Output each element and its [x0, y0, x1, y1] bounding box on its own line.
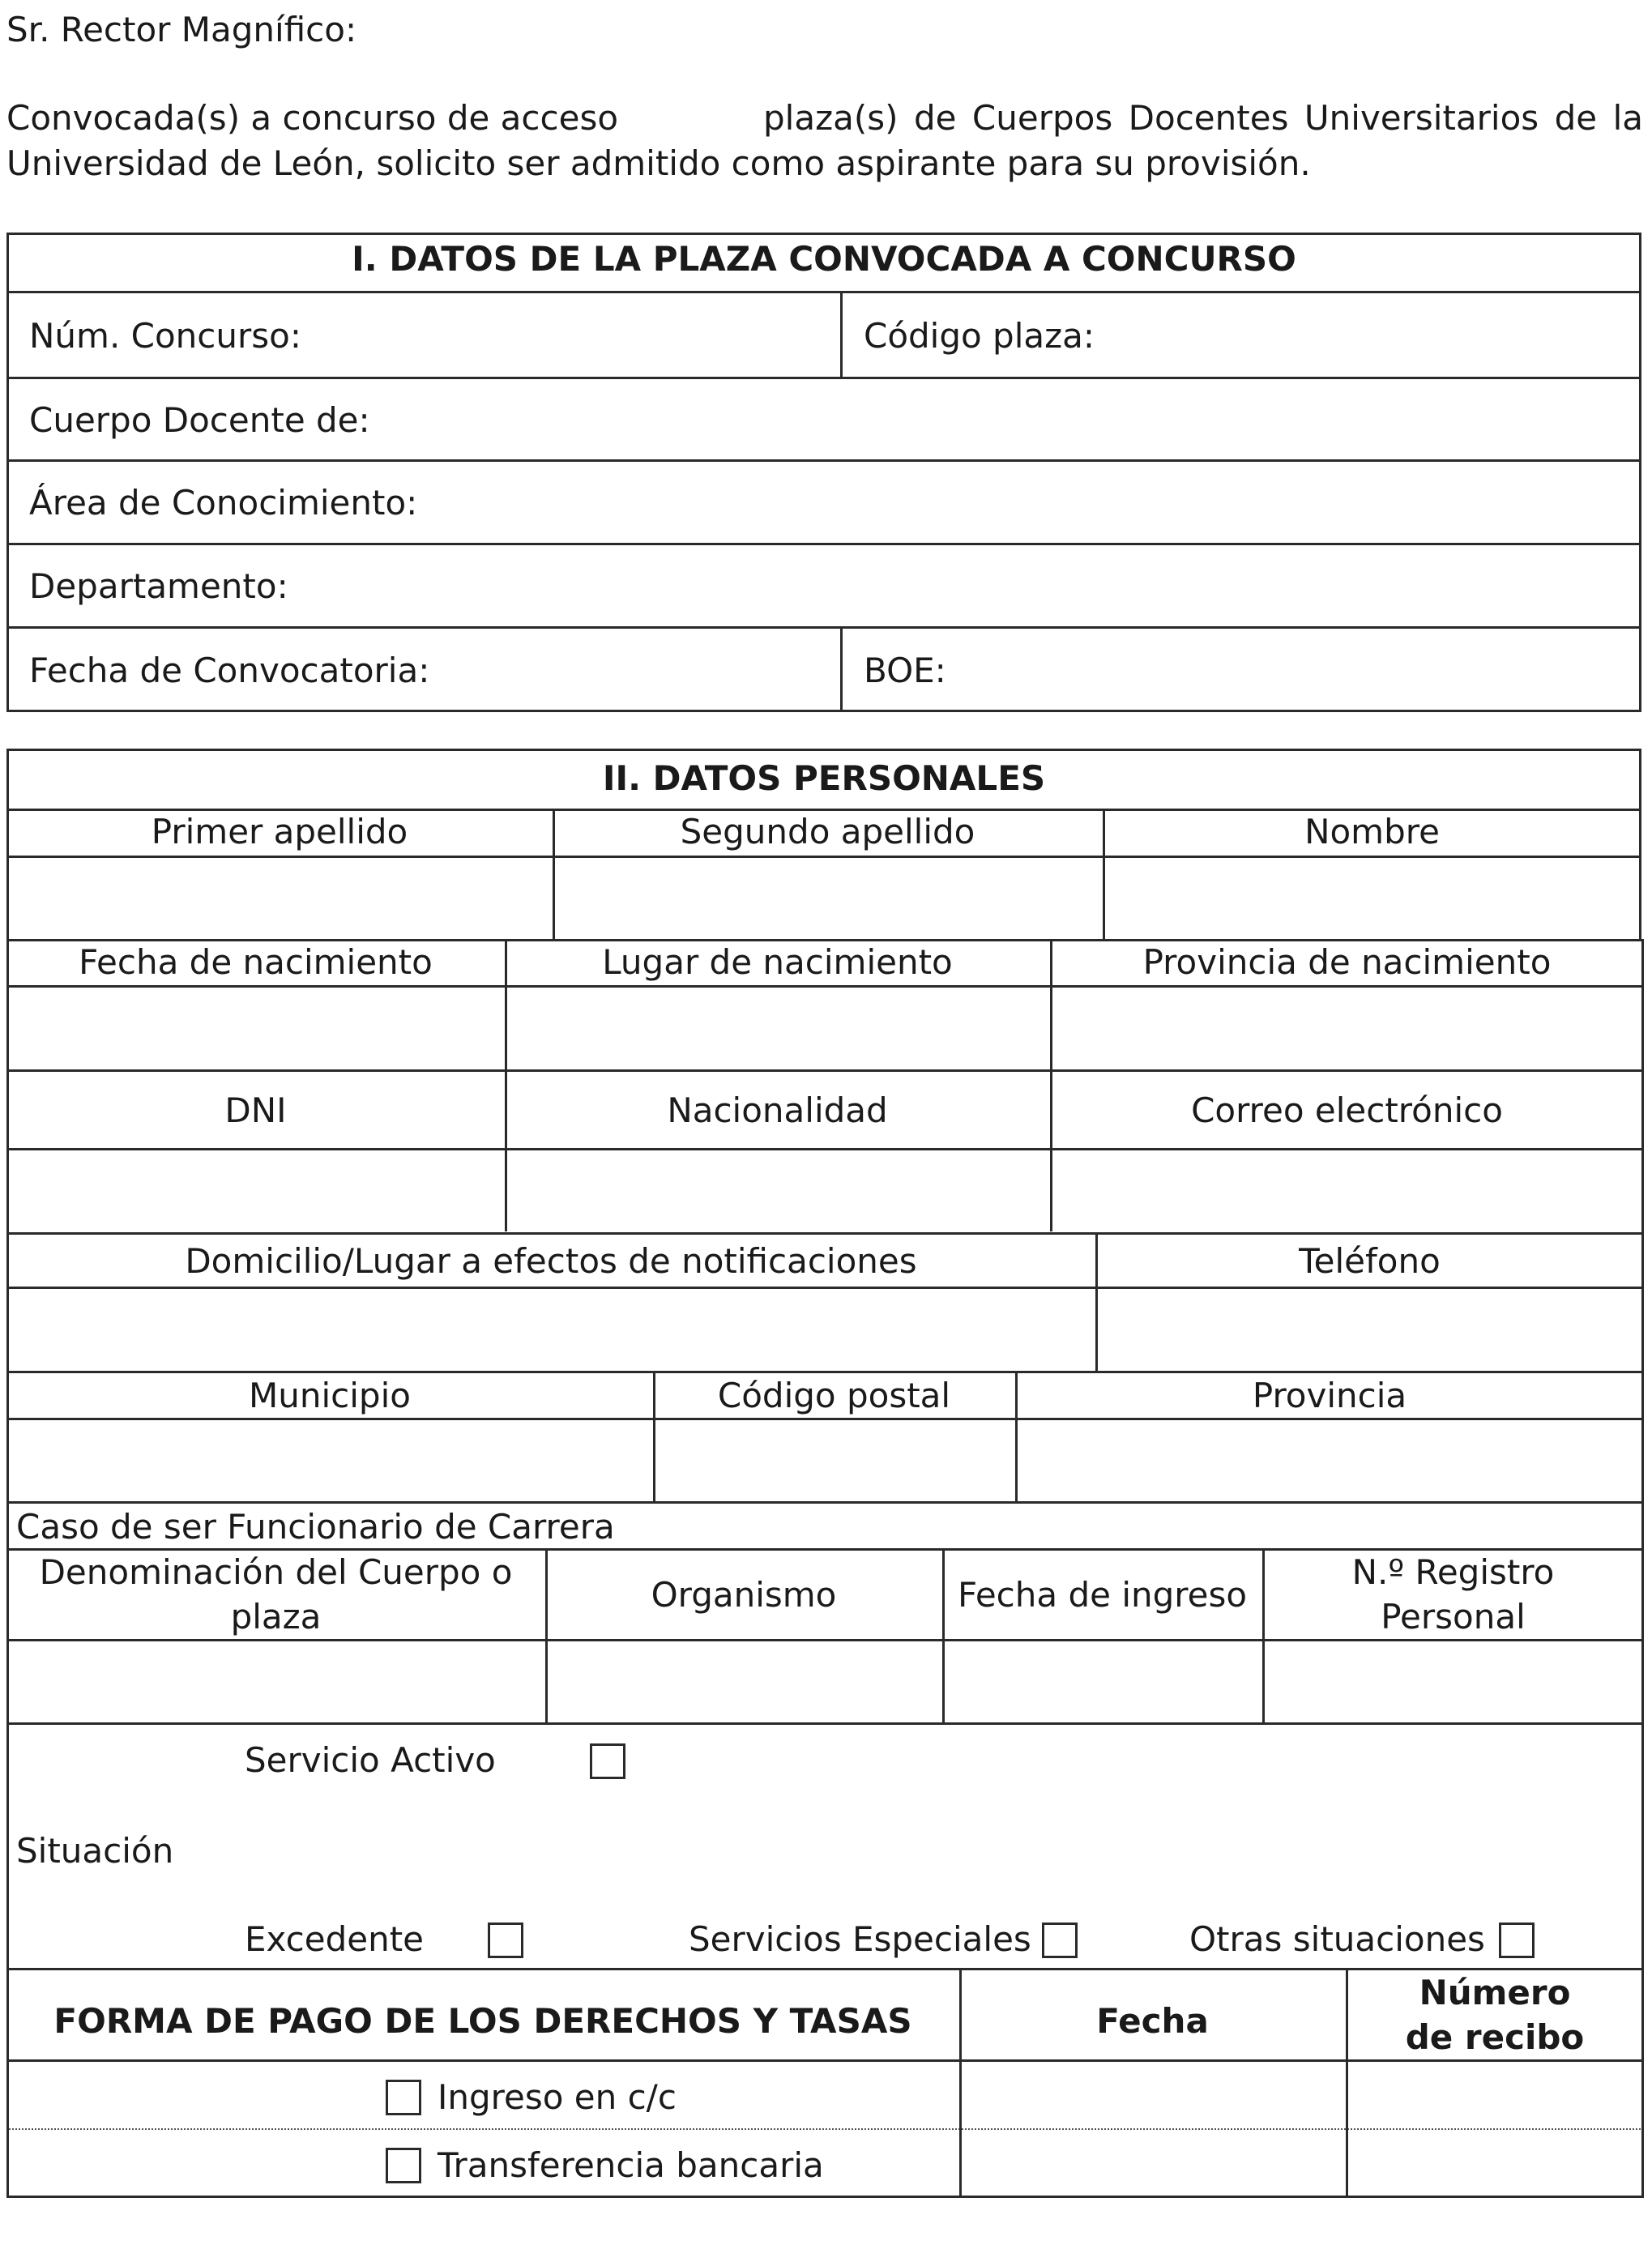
primer-apellido-header: Primer apellido [151, 812, 408, 851]
servicios-especiales-label: Servicios Especiales [689, 1919, 1031, 1959]
organismo-header: Organismo [651, 1575, 837, 1615]
telefono-header: Teléfono [1299, 1241, 1441, 1281]
excedente-label: Excedente [245, 1919, 425, 1959]
payment-numero-header: Número de recibo [1405, 1973, 1585, 2057]
lugar-nacimiento-header: Lugar de nacimiento [602, 942, 953, 982]
section2-title: II. DATOS PERSONALES [602, 758, 1046, 798]
ingreso-label: Ingreso en c/c [438, 2077, 677, 2117]
num-concurso-label: Núm. Concurso: [29, 316, 301, 356]
fecha-ingreso-header: Fecha de ingreso [957, 1575, 1248, 1615]
provincia-header: Provincia [1252, 1376, 1407, 1415]
situacion-label: Situación [16, 1831, 174, 1871]
transferencia-checkbox[interactable] [386, 2148, 421, 2183]
registro-header: N.º Registro Personal [1351, 1552, 1555, 1637]
segundo-apellido-header: Segundo apellido [680, 812, 975, 851]
funcionario-label: Caso de ser Funcionario de Carrera [16, 1507, 615, 1547]
cuerpo-docente-label: Cuerpo Docente de: [29, 400, 370, 440]
nombre-header: Nombre [1304, 812, 1440, 851]
departamento-label: Departamento: [29, 566, 288, 606]
area-conocimiento-label: Área de Conocimiento: [29, 483, 418, 523]
ingreso-checkbox[interactable] [386, 2080, 421, 2115]
boe-label: BOE: [864, 651, 946, 690]
intro-line2: Universidad de León, solicito ser admitido como aspirante para su provisión. [6, 143, 1311, 183]
payment-title: FORMA DE PAGO DE LOS DERECHOS Y TASAS [53, 2001, 912, 2041]
dni-header: DNI [224, 1090, 287, 1130]
provincia-nacimiento-header: Provincia de nacimiento [1142, 942, 1552, 982]
payment-fecha-header: Fecha [1096, 2001, 1209, 2041]
servicio-activo-checkbox[interactable] [590, 1743, 625, 1779]
nacionalidad-header: Nacionalidad [667, 1090, 888, 1130]
fecha-convocatoria-label: Fecha de Convocatoria: [29, 651, 430, 690]
correo-header: Correo electrónico [1191, 1090, 1503, 1130]
section1-title: I. DATOS DE LA PLAZA CONVOCADA A CONCURSO [352, 239, 1296, 279]
municipio-header: Municipio [249, 1376, 411, 1415]
domicilio-header: Domicilio/Lugar a efectos de notificaciones [185, 1241, 917, 1281]
intro-line1-part1: Convocada(s) a concurso de acceso [6, 98, 619, 138]
fecha-nacimiento-header: Fecha de nacimiento [79, 942, 433, 982]
codigo-plaza-label: Código plaza: [864, 316, 1095, 356]
excedente-checkbox[interactable] [488, 1923, 523, 1958]
salutation: Sr. Rector Magnífico: [6, 10, 357, 49]
transferencia-label: Transferencia bancaria [438, 2145, 824, 2185]
otras-situaciones-checkbox[interactable] [1499, 1923, 1535, 1958]
servicio-activo-label: Servicio Activo [245, 1740, 496, 1780]
intro-line1-part2: plaza(s) de Cuerpos Docentes Universitarios de la [763, 98, 1643, 138]
denominacion-header: Denominación del Cuerpo o plaza [39, 1552, 513, 1637]
servicios-especiales-checkbox[interactable] [1042, 1923, 1078, 1958]
codigo-postal-header: Código postal [717, 1376, 951, 1415]
otras-situaciones-label: Otras situaciones [1189, 1919, 1485, 1959]
